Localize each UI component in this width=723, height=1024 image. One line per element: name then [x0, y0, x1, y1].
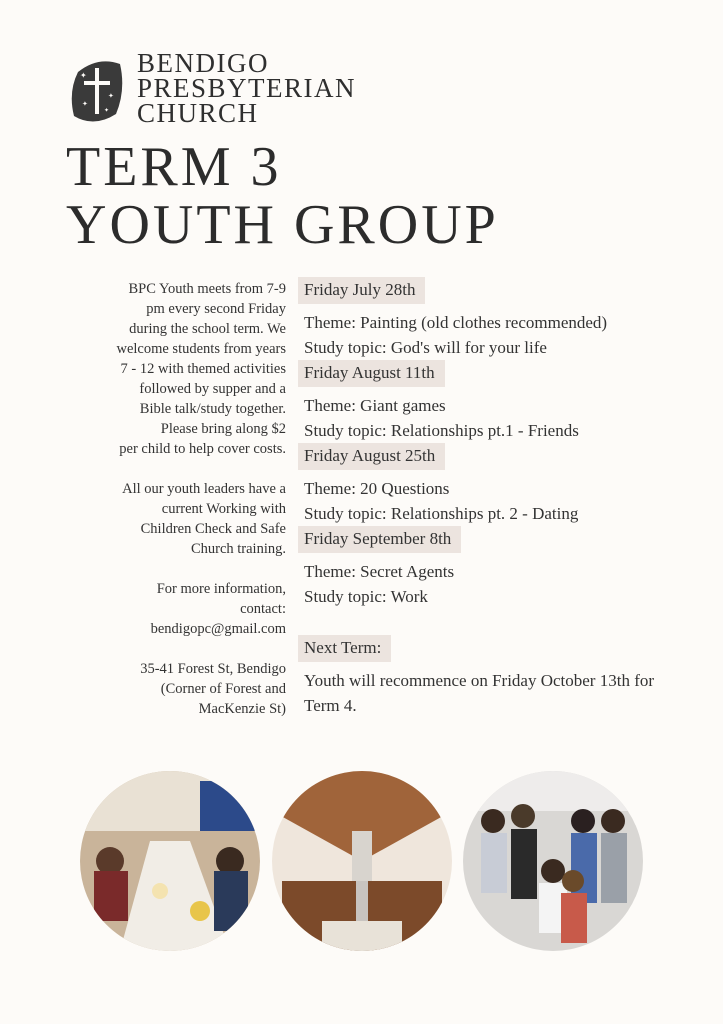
- page-title: [66, 138, 499, 254]
- next-term-label: Next Term:: [298, 635, 391, 662]
- leaders-line: All our youth leaders have a: [122, 481, 286, 497]
- title-line-1: TERM 3: [66, 136, 282, 198]
- session-theme: Theme: Giant games: [304, 396, 446, 415]
- session-date: Friday September 8th: [298, 526, 461, 553]
- session-theme: Theme: 20 Questions: [304, 479, 450, 498]
- intro-line: per child to help cover costs.: [119, 441, 286, 457]
- session-theme: Theme: Secret Agents: [304, 562, 455, 581]
- intro-line: Please bring along $2: [160, 421, 286, 437]
- svg-text:✦: ✦: [80, 71, 87, 80]
- intro-line: BPC Youth meets from 7-9: [128, 281, 286, 297]
- church-name-line: BENDIGO: [137, 48, 269, 78]
- svg-text:✦: ✦: [82, 100, 88, 108]
- church-interior-photo: [272, 771, 452, 951]
- contact-line: contact:: [240, 601, 286, 617]
- intro-line: Bible talk/study together.: [139, 401, 286, 417]
- next-term-text: Youth will recommence on Friday October 13th for Term 4.: [304, 671, 655, 715]
- intro-line: followed by supper and a: [139, 381, 286, 397]
- leaders-line: Children Check and Safe: [140, 521, 286, 537]
- address-line: (Corner of Forest and: [160, 681, 286, 697]
- leaders-line: Church training.: [190, 541, 286, 557]
- session-date: Friday July 28th: [298, 277, 425, 304]
- next-term: [298, 635, 678, 718]
- church-name-line: PRESBYTERIAN: [137, 73, 357, 103]
- address-line: 35-41 Forest St, Bendigo: [140, 661, 286, 677]
- photo-strip: [0, 771, 723, 953]
- address-line: MacKenzie St): [198, 701, 286, 717]
- intro-line: 7 - 12 with themed activities: [120, 361, 286, 377]
- session-study: Study topic: Work: [304, 587, 428, 606]
- contact-line: For more information,: [156, 581, 286, 597]
- session: [298, 526, 678, 609]
- session-study: Study topic: Relationships pt. 2 - Dating: [304, 504, 579, 523]
- intro-column: [70, 279, 286, 719]
- church-name-line: CHURCH: [137, 98, 259, 128]
- svg-text:✦: ✦: [108, 92, 114, 100]
- contact-email[interactable]: bendigopc@gmail.com: [150, 621, 286, 637]
- session-theme: Theme: Painting (old clothes recommended): [304, 313, 608, 332]
- schedule-column: [298, 277, 678, 718]
- session: [298, 443, 678, 526]
- svg-text:✦: ✦: [104, 107, 110, 114]
- session-date: Friday August 11th: [298, 360, 445, 387]
- leaders-line: current Working with: [161, 501, 286, 517]
- session-study: Study topic: Relationships pt.1 - Friends: [304, 421, 579, 440]
- youth-dinner-photo: [80, 771, 260, 951]
- session: [298, 277, 678, 360]
- youth-group-photo: [463, 771, 643, 951]
- session-date: Friday August 25th: [298, 443, 445, 470]
- intro-line: welcome students from years: [116, 341, 286, 357]
- church-name: [137, 48, 357, 128]
- intro-line: during the school term. We: [129, 321, 286, 337]
- title-line-2: YOUTH GROUP: [66, 194, 499, 256]
- intro-line: pm every second Friday: [146, 301, 286, 317]
- session: [298, 360, 678, 443]
- session-study: Study topic: God's will for your life: [304, 338, 547, 357]
- church-logo-icon: [68, 54, 126, 126]
